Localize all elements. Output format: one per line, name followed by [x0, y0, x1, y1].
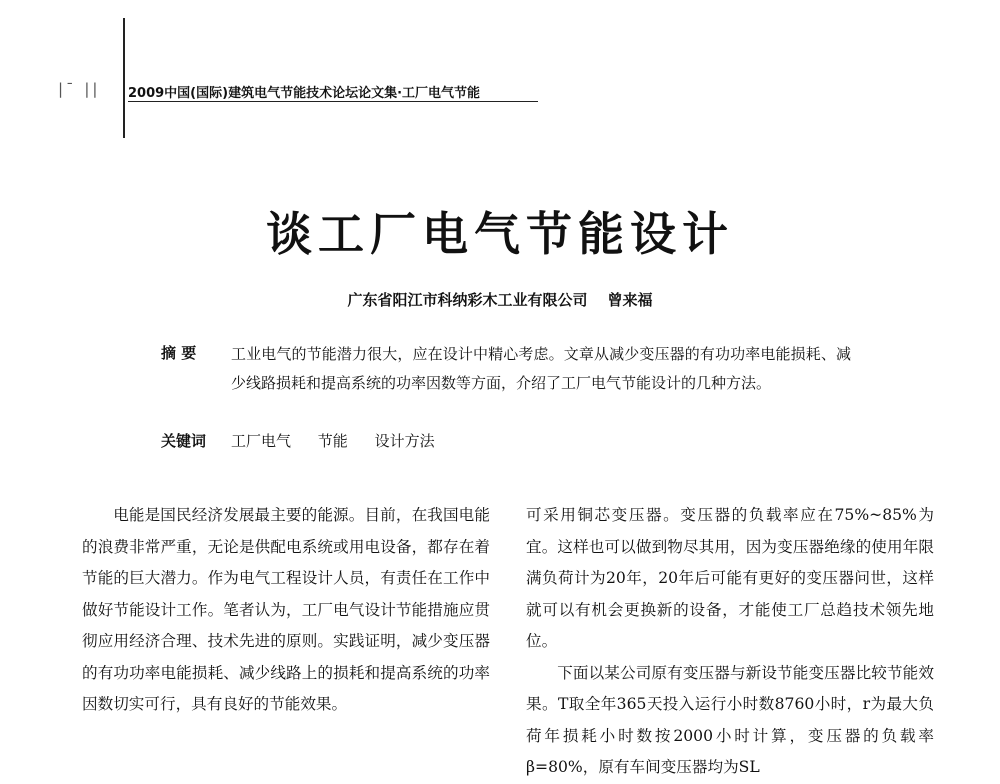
- keyword: 设计方法: [374, 432, 435, 450]
- abstract-text: 工业电气的节能潜力很大，应在设计中精心考虑。文章从减少变压器的有功功率电能损耗、减少线路损耗和提高系统的功率因数等方面，介绍了工厂电气节能设计的几种方法。: [231, 345, 851, 392]
- body-column-left: [82, 500, 490, 721]
- keyword: 节能: [317, 432, 348, 450]
- header-underline: [128, 101, 538, 102]
- body-column-right: [526, 500, 934, 784]
- author-name: 曾来福: [607, 291, 653, 309]
- body-paragraph: 电能是国民经济发展最主要的能源。目前，在我国电能的浪费非常严重，无论是供配电系统或用电设备，都存在着节能的巨大潜力。作为电气工程设计人员，有责任在工作中做好节能设计工作。笔者认为，工厂电气设计节能措施应贯彻应用经济合理、技术先进的原则。实践证明，减少变压器的有功功率电能损耗、减少线路上的损耗和提高系统的功率因数切实可行，具有良好的节能效果。: [82, 506, 490, 713]
- keywords-list: [231, 430, 457, 451]
- margin-rule: [123, 18, 125, 138]
- author-line: [0, 289, 1000, 310]
- margin-marks: |¯ ||: [58, 80, 101, 98]
- running-header: 2009中国(国际)建筑电气节能技术论坛论文集·工厂电气节能: [128, 86, 481, 101]
- body-paragraph: 可采用铜芯变压器。变压器的负载率应在75%~85%为宜。这样也可以做到物尽其用，因为变压器绝缘的使用年限满负荷计为20年，20年后可能有更好的变压器问世，这样就可以有机会更换新的设备，才能使工厂总趋技术领先地位。: [526, 506, 934, 650]
- keywords-label: 关键词: [161, 432, 207, 450]
- abstract-label: 摘 要: [161, 344, 197, 362]
- paper-title: 谈工厂电气节能设计: [266, 207, 734, 261]
- keyword: 工厂电气: [231, 432, 292, 450]
- body-paragraph: 下面以某公司原有变压器与新设节能变压器比较节能效果。T取全年365天投入运行小时数8760小时，r为最大负荷年损耗小时数按2000小时计算，变压器的负载率β=80%，原有车间变压器均为SL: [526, 663, 934, 776]
- affiliation: 广东省阳江市科纳彩木工业有限公司: [347, 291, 588, 309]
